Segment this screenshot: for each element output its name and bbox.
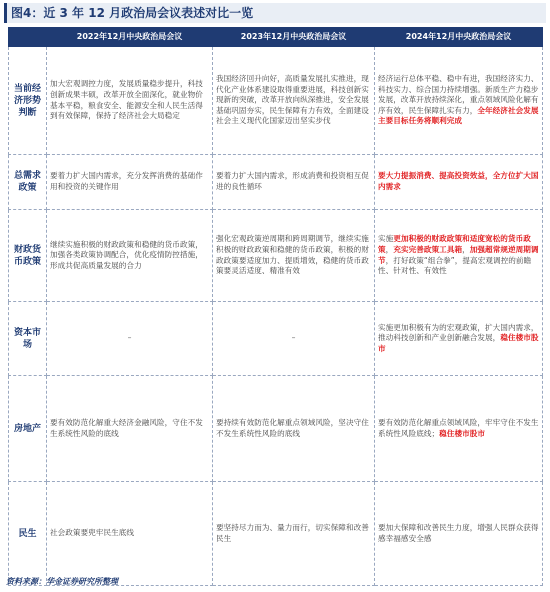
row-label-economy: 当前经济形势判断 — [9, 47, 47, 155]
table-cell — [375, 47, 543, 155]
table-row — [9, 376, 543, 482]
table-cell — [47, 155, 213, 210]
table-row — [9, 482, 543, 586]
highlight-text: 更加积极的财政政策和适度宽松的货币政策 — [378, 234, 531, 254]
table-cell — [47, 210, 213, 302]
table-cell — [375, 155, 543, 210]
highlight-text: 稳住楼市股市 — [378, 333, 539, 353]
header-corner — [9, 28, 47, 47]
cell-text: 要有效防范化解重点领域风险，牢牢守住不发生系统性风险底线； — [378, 417, 539, 438]
cell-text: 我国经济回升向好，高质量发展扎实推进，现代化产业体系建设取得重要进展，科技创新实现新的突破，改革开放向纵深推进，安全发展基础巩固夯实，民生保障有力有效，全面建设社会主义现代化国家迈出坚实步伐 — [216, 74, 369, 126]
table-cell — [213, 155, 375, 210]
highlight-text: 全年经济社会发展主要目标任务将顺利完成 — [378, 105, 539, 126]
table-cell — [213, 47, 375, 155]
table-cell — [213, 302, 375, 376]
cell-text: ， — [385, 244, 394, 254]
cell-text: ，打好政策“组合拳”，提高宏观调控的前瞻性、针对性、有效性 — [378, 255, 532, 276]
table-cell — [375, 302, 543, 376]
highlight-text: 要大力提振消费、提高投资效益，全方位扩大国内需求 — [378, 171, 539, 191]
table-cell — [47, 482, 213, 586]
table-row — [9, 47, 543, 155]
comparison-table — [8, 27, 543, 586]
highlight-text: 充实完善政策工具箱 — [393, 244, 463, 254]
table-cell — [375, 482, 543, 586]
table-cell — [375, 376, 543, 482]
cell-text: ， — [462, 244, 470, 254]
cell-text: – — [127, 333, 132, 343]
cell-text: 要着力扩大国内需求，充分发挥消费的基础作用和投资的关键作用 — [50, 171, 203, 191]
row-label-fiscal-monetary: 财政货币政策 — [9, 210, 47, 302]
header-2022: 2022年12月中央政治局会议 — [47, 28, 213, 47]
table-row — [9, 302, 543, 376]
table-header-row — [9, 28, 543, 47]
table-cell — [47, 302, 213, 376]
table-cell — [375, 210, 543, 302]
table-cell — [47, 47, 213, 155]
header-2023: 2023年12月中央政治局会议 — [213, 28, 375, 47]
table-cell — [47, 376, 213, 482]
cell-text: – — [291, 333, 296, 343]
row-label-livelihood: 民生 — [9, 482, 47, 586]
cell-text: 要有效防范化解重大经济金融风险，守住不发生系统性风险的底线 — [50, 417, 203, 438]
cell-text: 要加大保障和改善民生力度，增强人民群众获得感幸福感安全感 — [378, 522, 539, 543]
table-cell — [213, 482, 375, 586]
highlight-text: 稳住楼市股市 — [439, 428, 486, 438]
table-cell — [213, 210, 375, 302]
cell-text: 加大宏观调控力度，发展质量稳步提升，科技创新成果丰硕，改革开放全面深化，就业物价基本平稳，粮食安全、能源安全和人民生活得到有效保障，保持了经济社会大局稳定 — [50, 79, 203, 121]
row-label-demand: 总需求政策 — [9, 155, 47, 210]
table-cell — [213, 376, 375, 482]
cell-text: 经济运行总体平稳、稳中有进，我国经济实力、科技实力、综合国力持续增强。新质生产力稳步发展，改革开放持续深化，重点领域风险化解有序有效，民生保障扎实有力， — [378, 74, 539, 115]
cell-text: 强化宏观政策逆周期和跨周期调节，继续实施积极的财政政策和稳健的货币政策，积极的财政政策要适度加力、提质增效，稳健的货币政策要灵活适度、精准有效 — [216, 234, 369, 276]
cell-text: 要着力扩大国内需求，形成消费和投资相互促进的良性循环 — [216, 171, 369, 191]
cell-text: 要持续有效防范化解重点领域风险，坚决守住不发生系统性风险的底线 — [216, 417, 369, 438]
table-row — [9, 210, 543, 302]
row-label-real-estate: 房地产 — [9, 376, 47, 482]
highlight-text: 加强超常规逆周期调节 — [378, 244, 539, 265]
row-label-capital-market: 资本市场 — [9, 302, 47, 376]
cell-text: 实施 — [378, 234, 394, 244]
header-2024: 2024年12月中央政治局会议 — [375, 28, 543, 47]
source-note: 资料来源：华金证券研究所整理 — [6, 577, 118, 586]
cell-text: 实施更加积极有为的宏观政策，扩大国内需求，推动科技创新和产业创新融合发展， — [378, 322, 539, 343]
cell-text: 要坚持尽力而为、量力而行，切实保障和改善民生 — [216, 522, 369, 543]
cell-text: 继续实施积极的财政政策和稳健的货币政策，加强各类政策协调配合，优化疫情防控措施，形成共促高质量发展的合力 — [50, 239, 203, 270]
cell-text: 社会政策要兜牢民生底线 — [50, 528, 135, 538]
table-row — [9, 155, 543, 210]
figure-title: 图4：近 3 年 12 月政治局会议表述对比一览 — [4, 3, 546, 23]
